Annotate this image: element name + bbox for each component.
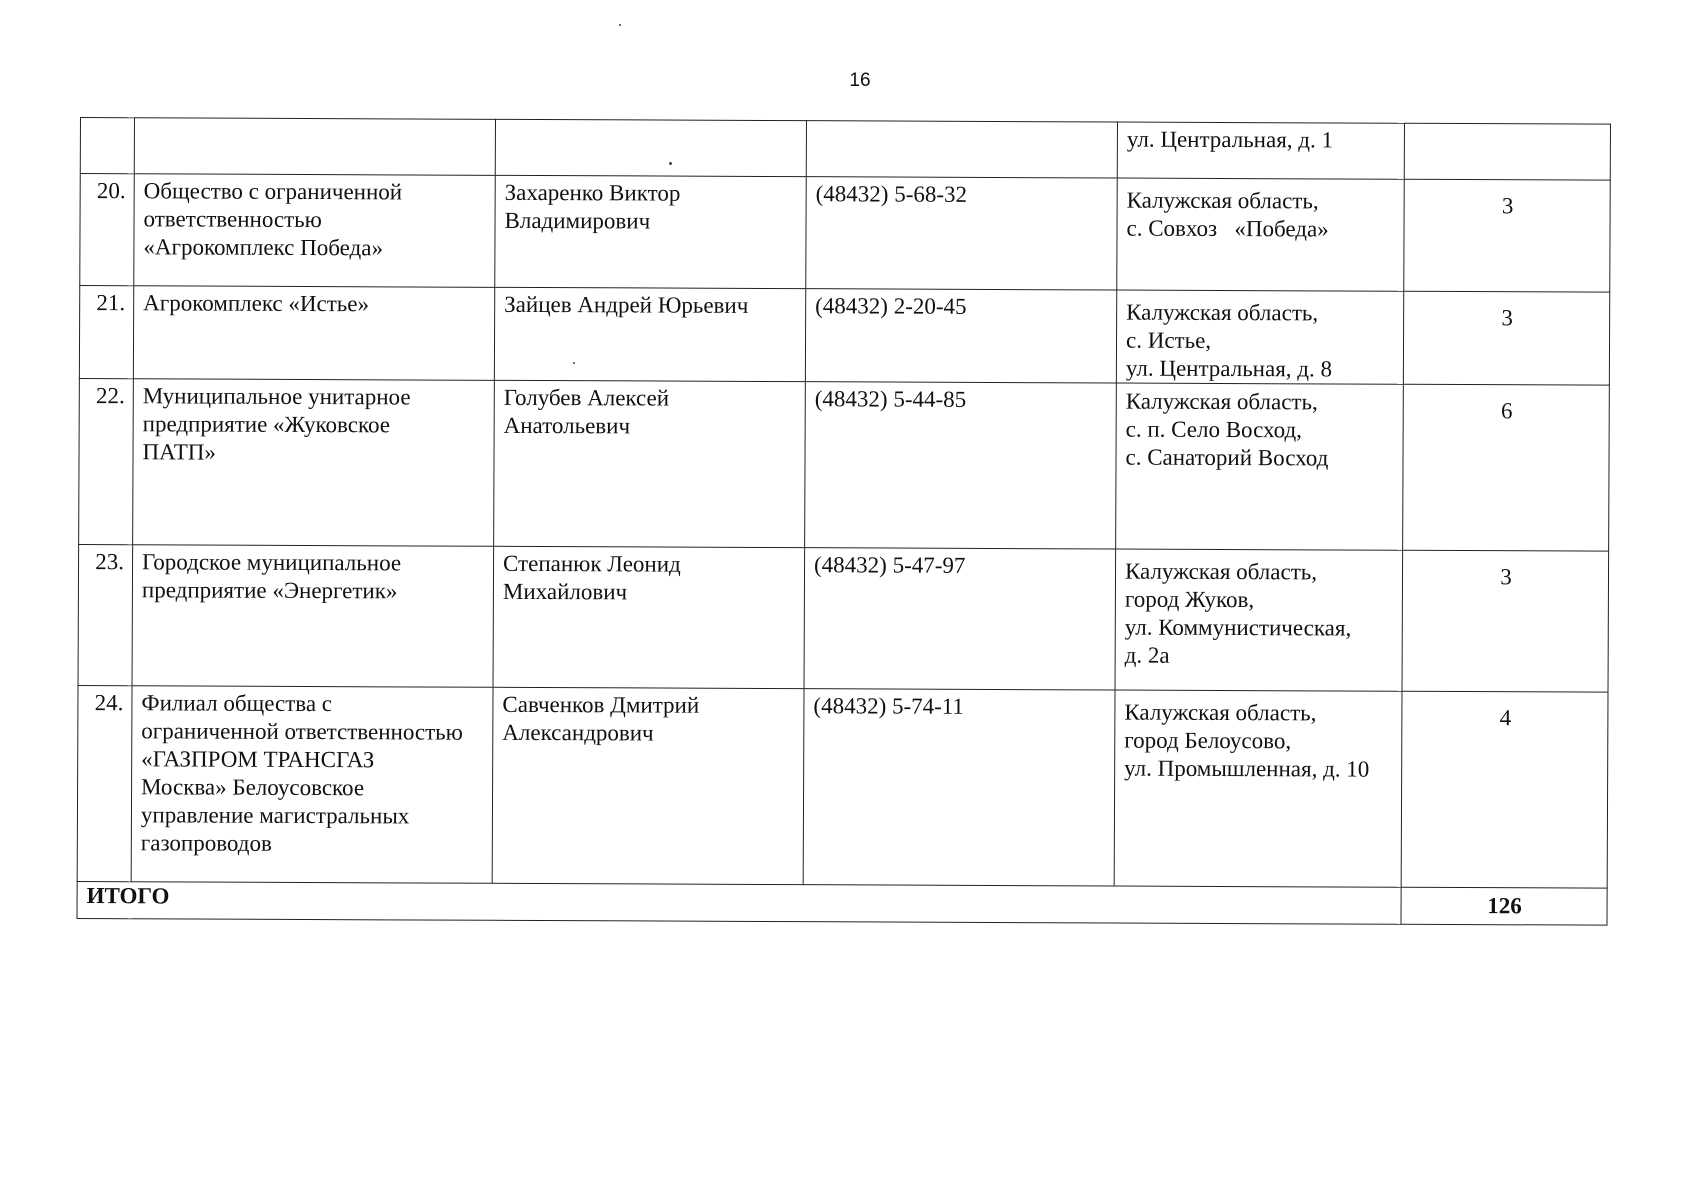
- address-line: д. 2а: [1124, 642, 1170, 668]
- organization-name-line: предприятие «Энергетик»: [141, 577, 398, 604]
- table-row: [79, 378, 1610, 551]
- employee-count: 6: [1403, 384, 1610, 551]
- head-name-line: Зайцев Андрей Юрьевич: [504, 291, 749, 318]
- address-line: с. п. Село Восход,: [1125, 416, 1303, 443]
- organization-name-line: управление магистральных: [140, 802, 410, 829]
- phone-number: (48432) 2-20-45: [805, 289, 1116, 383]
- head-name-line: Анатольевич: [503, 412, 631, 439]
- total-value: 126: [1401, 887, 1607, 925]
- address-line: ул. Центральная, д. 1: [1126, 126, 1334, 153]
- scan-dot-mark: [573, 362, 575, 364]
- address: [1117, 122, 1404, 179]
- employee-count: [1404, 123, 1610, 180]
- address-line: Калужская область,: [1125, 388, 1318, 415]
- address: [1116, 383, 1404, 550]
- head-name-line: Александрович: [502, 719, 654, 746]
- organization-name-line: ПАТП»: [142, 439, 216, 465]
- address-line: Калужская область,: [1124, 558, 1318, 585]
- table-row: [78, 544, 1609, 692]
- row-number: 23.: [78, 544, 133, 685]
- organization-name-line: Муниципальное унитарное: [142, 383, 411, 410]
- phone-number: [806, 121, 1117, 178]
- scan-dot-mark: [619, 24, 621, 26]
- organization-name-line: Москва» Белоусовское: [141, 774, 365, 801]
- head-name-line: Степанюк Леонид: [503, 550, 681, 577]
- organizations-table: [77, 117, 1611, 926]
- organization-name-line: Городское муниципальное: [142, 549, 402, 576]
- address-line: с. Санаторий Восход: [1125, 444, 1329, 471]
- total-label: ИТОГО: [77, 881, 1401, 924]
- row-number: 22.: [79, 378, 134, 544]
- address-line: ул. Центральная, д. 8: [1125, 355, 1333, 382]
- organization-name-line: Агрокомплекс «Истье»: [143, 290, 370, 317]
- total-row: [77, 881, 1607, 925]
- employee-count: 3: [1404, 179, 1610, 292]
- head-name-line: Владимирович: [504, 207, 651, 234]
- head-name-line: Михайлович: [502, 578, 628, 605]
- scan-dot-mark: [669, 162, 672, 165]
- address-line: ул. Промышленная, д. 10: [1124, 755, 1370, 782]
- address-line: с. Истье,: [1125, 327, 1212, 353]
- address: [1117, 178, 1404, 291]
- organization-name-line: Общество с ограниченной: [143, 178, 403, 205]
- employee-count: 4: [1401, 691, 1608, 888]
- address: [1116, 290, 1403, 384]
- head-name: [495, 119, 806, 176]
- row-number: 21.: [79, 286, 133, 379]
- address-line: город Белоусово,: [1124, 727, 1292, 754]
- address-line: Калужская область,: [1124, 699, 1317, 726]
- organization-name: [131, 686, 493, 884]
- head-name: [493, 546, 805, 688]
- phone-number: (48432) 5-44-85: [805, 382, 1117, 549]
- address-line: Калужская область,: [1126, 299, 1319, 326]
- table-row: [80, 174, 1610, 293]
- head-name: [495, 175, 806, 288]
- organization-name: [133, 286, 494, 381]
- row-number: [80, 118, 134, 174]
- employee-count: 3: [1402, 550, 1609, 692]
- organization-name: [133, 379, 495, 547]
- table-row: [77, 685, 1608, 888]
- address: [1114, 690, 1402, 887]
- employee-count: 3: [1403, 291, 1609, 385]
- organization-name-line: ограниченной ответственностью: [141, 718, 463, 745]
- organization-name: [134, 174, 495, 288]
- organization-name: [132, 545, 494, 688]
- table-row: [80, 118, 1610, 181]
- organization-name-line: газопроводов: [140, 830, 272, 856]
- organization-name-line: «Агрокомплекс Победа»: [143, 234, 384, 261]
- head-name-line: Савченков Дмитрий: [502, 691, 700, 718]
- address-line: с. Совхоз «Победа»: [1126, 215, 1329, 242]
- address: [1115, 549, 1403, 691]
- row-number: 24.: [77, 685, 132, 881]
- address-line: ул. Коммунистическая,: [1124, 614, 1352, 641]
- organization-name: [134, 118, 495, 176]
- phone-number: (48432) 5-68-32: [806, 177, 1117, 290]
- head-name-line: Голубев Алексей: [503, 384, 670, 411]
- organization-name-line: ответственностью: [143, 206, 322, 233]
- head-name-line: Захаренко Виктор: [504, 179, 681, 206]
- head-name: [494, 287, 805, 381]
- table-row: [79, 286, 1609, 386]
- organization-name-line: «ГАЗПРОМ ТРАНСГАЗ: [141, 746, 375, 773]
- row-number: 20.: [80, 174, 134, 286]
- page-number: 16: [849, 70, 871, 91]
- address-line: город Жуков,: [1124, 586, 1255, 613]
- address-line: Калужская область,: [1126, 187, 1319, 214]
- phone-number: (48432) 5-74-11: [803, 689, 1115, 886]
- organization-name-line: предприятие «Жуковское: [142, 411, 391, 438]
- phone-number: (48432) 5-47-97: [804, 548, 1116, 690]
- head-name: [494, 380, 806, 547]
- organization-name-line: Филиал общества с: [141, 690, 333, 717]
- head-name: [492, 687, 804, 884]
